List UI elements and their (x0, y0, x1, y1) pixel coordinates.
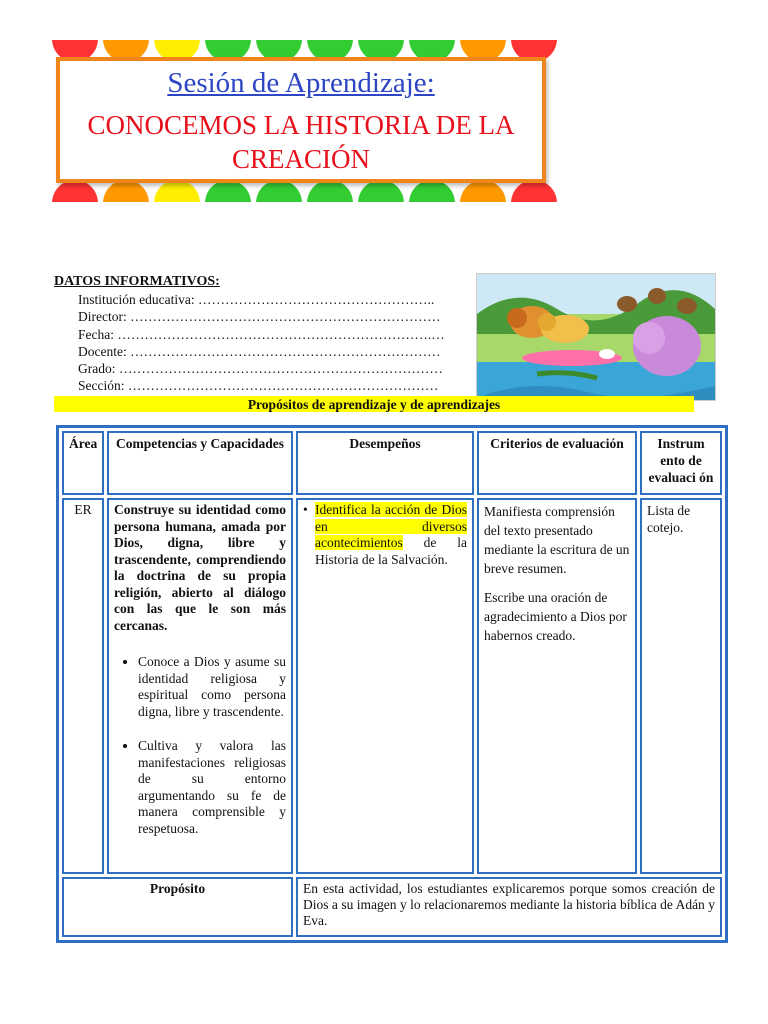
header-criterios: Criterios de evaluación (477, 431, 637, 495)
header-area: Área (62, 431, 104, 495)
jungle-scene-icon (477, 274, 715, 400)
decorative-dot (52, 180, 98, 202)
cell-desempenos (296, 498, 474, 874)
decorative-dot (358, 180, 404, 202)
cell-competencias (107, 498, 293, 874)
decorative-dot (307, 180, 353, 202)
header-competencias: Competencias y Capacidades (107, 431, 293, 495)
capacidades-list (114, 654, 286, 837)
capacidad-item: • Cultiva y valora las manifestaciones religiosas de su entorno argumentando su fe de manera comprensible y respetuosa. (138, 738, 286, 837)
criterio-item: Escribe una oración de agradecimiento a Dios por habernos creado. (484, 590, 627, 643)
decorative-dot (409, 180, 455, 202)
datos-item-grado: • Grado: ……………………………………………………………… (54, 360, 474, 377)
decorative-dot (256, 180, 302, 202)
proposito-text: En esta actividad, los estudiantes explicaremos porque somos creación de Dios a su imagen y lo relacionaremos mediante la historia bíblica de Adán y Eva. (296, 877, 722, 937)
datos-informativos (54, 274, 474, 395)
competencia-text: Construye su identidad como persona humana, amada por Dios, digna, libre y trascendente, comprendiendo la doctrina de su propia religión, abierto al diálogo con las que le son más cercanas. (114, 502, 286, 633)
header-instrumento: Instrum ento de evaluaci ón (640, 431, 722, 495)
cell-instrumento: Lista de cotejo. (640, 498, 722, 874)
creation-animals-illustration (476, 273, 716, 401)
decorative-dot (511, 180, 557, 202)
cell-area: ER (62, 498, 104, 874)
desempeno-item (303, 502, 467, 568)
cell-criterios (477, 498, 637, 874)
decorative-dots-bottom (52, 180, 562, 202)
desempeno-rest: de la Historia de la Salvación. (315, 535, 467, 567)
datos-heading: DATOS INFORMATIVOS: (54, 274, 220, 289)
decorative-dot (103, 180, 149, 202)
decorative-dot (154, 180, 200, 202)
learning-table (56, 425, 728, 943)
datos-item-seccion: • Sección: …………………………………………………………… (54, 377, 474, 394)
datos-item-institucion: • Institución educativa: …………………………………………….. (54, 291, 474, 308)
capacidad-item: • Conoce a Dios y asume su identidad religiosa y espiritual como persona digna, libre y trascendente. (138, 654, 286, 720)
criterio-item: Manifiesta comprensión del texto presentado mediante la escritura de un breve resumen. (484, 504, 630, 576)
datos-list (54, 291, 474, 395)
decorative-dot (205, 180, 251, 202)
page-title: Sesión de Aprendizaje: (167, 67, 435, 99)
decorative-dot (460, 180, 506, 202)
datos-item-docente: • Docente: …………………………………………………………… (54, 343, 474, 360)
propositos-banner: Propósitos de aprendizaje y de aprendizajes (54, 396, 694, 412)
proposito-label: Propósito (62, 877, 293, 937)
page-subtitle: CONOCEMOS LA HISTORIA DE LA CREACIÓN (87, 110, 515, 174)
desempeno-highlight: Identifica la acción de Dios en diversos acontecimientos (315, 502, 467, 550)
datos-item-fecha: • Fecha: …………………………………………………………….… (54, 326, 474, 343)
title-banner (52, 40, 562, 202)
datos-item-director: • Director: …………………………………………………………… (54, 308, 474, 325)
title-frame (56, 57, 546, 183)
header-desempenos: Desempeños (296, 431, 474, 495)
